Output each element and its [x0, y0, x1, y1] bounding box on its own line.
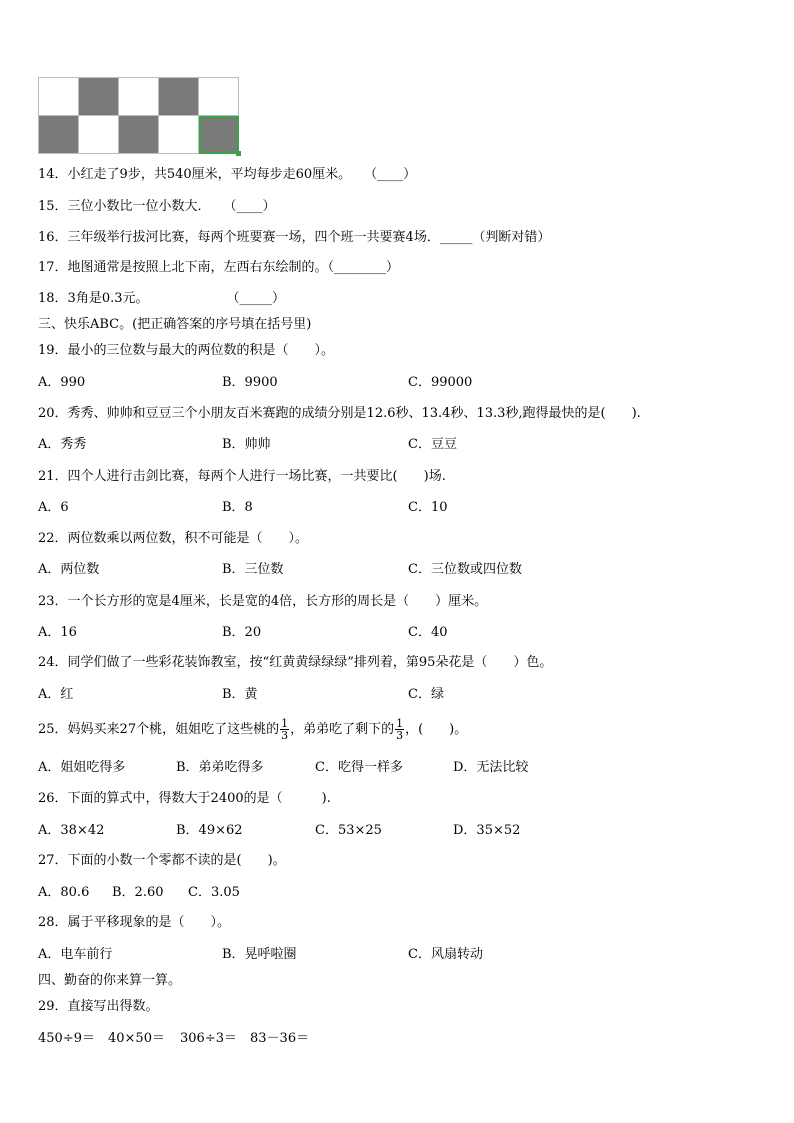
option-c[interactable]: C．3.05: [188, 885, 240, 900]
question-19: 19．最小的三位数与最大的两位数的积是（ ）。: [38, 343, 335, 358]
option-d[interactable]: D．无法比较: [453, 760, 529, 775]
grid-cell-dark: [159, 78, 199, 116]
option-a[interactable]: A．80.6: [38, 885, 90, 900]
question-20: 20．秀秀、帅帅和豆豆三个小朋友百米赛跑的成绩分别是12.6秒、13.4秒、13.3秒,跑得最快的是( ).: [38, 406, 641, 421]
option-c[interactable]: C．53×25: [315, 823, 382, 838]
option-a[interactable]: A．秀秀: [38, 437, 87, 452]
checker-grid-image: [38, 77, 239, 154]
grid-cell-light: [199, 78, 239, 116]
option-c[interactable]: C．豆豆: [408, 437, 457, 452]
question-16: 16．三年级举行拔河比赛，每两个班要赛一场，四个班一共要赛4场．_____（判断对错）: [38, 230, 551, 245]
question-15: 15．三位小数比一位小数大． （____）: [38, 199, 276, 214]
grid-cell-selected[interactable]: [199, 116, 239, 154]
question-27: 27．下面的小数一个零都不读的是( )。: [38, 853, 286, 868]
option-b[interactable]: B．9900: [222, 375, 278, 390]
option-d[interactable]: D．35×52: [453, 823, 521, 838]
question-21: 21．四个人进行击剑比赛，每两个人进行一场比赛，一共要比( )场.: [38, 469, 446, 484]
option-a[interactable]: A．16: [38, 625, 77, 640]
option-c[interactable]: C．40: [408, 625, 448, 640]
option-a[interactable]: A．电车前行: [38, 947, 113, 962]
option-c[interactable]: C．吃得一样多: [315, 760, 403, 775]
question-28: 28．属于平移现象的是（ ）。: [38, 915, 231, 930]
option-b[interactable]: B．20: [222, 625, 262, 640]
option-c[interactable]: C．三位数或四位数: [408, 562, 522, 577]
option-a[interactable]: A．990: [38, 375, 86, 390]
question-22: 22．两位数乘以两位数，积不可能是（ ）。: [38, 531, 309, 546]
question-26: 26．下面的算式中，得数大于2400的是（ ).: [38, 791, 331, 806]
question-17: 17．地图通常是按照上北下南，左西右东绘制的。（________）: [38, 260, 400, 275]
option-b[interactable]: B．2.60: [112, 885, 164, 900]
option-c[interactable]: C．10: [408, 500, 448, 515]
option-c[interactable]: C．99000: [408, 375, 473, 390]
calc-item: 83－36＝: [250, 1031, 310, 1046]
question-18: 18．3角是0.3元。 （_____）: [38, 291, 285, 306]
option-b[interactable]: B．8: [222, 500, 253, 515]
grid-cell-light: [39, 78, 79, 116]
calc-item: 306÷3＝: [180, 1031, 237, 1046]
question-23: 23．一个长方形的宽是4厘米，长是宽的4倍，长方形的周长是（ ）厘米。: [38, 594, 488, 609]
question-14: 14．小红走了9步，共540厘米，平均每步走60厘米。 （____）: [38, 167, 417, 182]
calc-item: 450÷9＝: [38, 1031, 95, 1046]
option-a[interactable]: A．6: [38, 500, 69, 515]
fraction-one-third: $\frac{1}{3}$: [396, 717, 404, 742]
option-b[interactable]: B．49×62: [176, 823, 243, 838]
option-b[interactable]: B．弟弟吃得多: [176, 760, 264, 775]
grid-cell-light: [119, 78, 159, 116]
option-c[interactable]: C．绿: [408, 687, 444, 702]
section-heading-4: 四、勤奋的你来算一算。: [38, 973, 182, 988]
option-b[interactable]: B．黄: [222, 687, 258, 702]
option-a[interactable]: A．姐姐吃得多: [38, 760, 126, 775]
option-b[interactable]: B．晃呼啦圈: [222, 947, 297, 962]
question-24: 24．同学们做了一些彩花装饰教室，按“红黄黄绿绿绿”排列着，第95朵花是（ ）色。: [38, 655, 553, 670]
question-25: 25．妈妈买来27个桃，姐姐吃了这些桃的 $\frac{1}{3}$ ，弟弟吃了剩下的 $\frac{1}{3}$ ，( )。: [38, 717, 468, 742]
option-b[interactable]: B．帅帅: [222, 437, 271, 452]
option-b[interactable]: B．三位数: [222, 562, 284, 577]
option-c[interactable]: C．风扇转动: [408, 947, 483, 962]
grid-cell-light: [79, 116, 119, 154]
fraction-one-third: $\frac{1}{3}$: [281, 717, 289, 742]
option-a[interactable]: A．红: [38, 687, 74, 702]
grid-cell-light: [159, 116, 199, 154]
option-a[interactable]: A．38×42: [38, 823, 105, 838]
grid-cell-dark: [39, 116, 79, 154]
option-a[interactable]: A．两位数: [38, 562, 100, 577]
question-29: 29．直接写出得数。: [38, 999, 159, 1014]
grid-cell-dark: [79, 78, 119, 116]
grid-cell-dark: [119, 116, 159, 154]
section-heading-3: 三、快乐ABC。(把正确答案的序号填在括号里): [38, 317, 312, 332]
calc-item: 40×50＝: [108, 1031, 165, 1046]
